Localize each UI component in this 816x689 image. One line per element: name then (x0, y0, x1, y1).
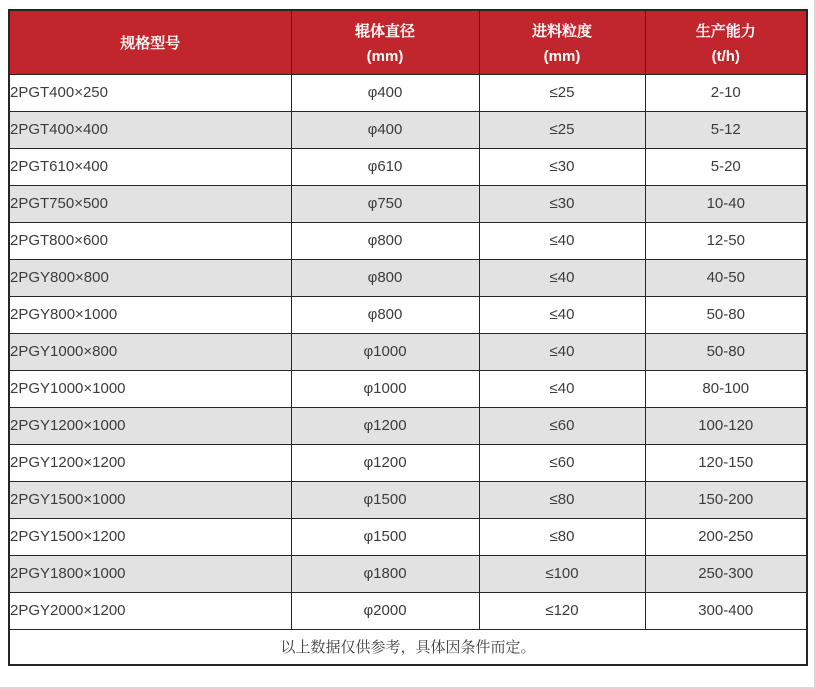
diameter-cell: φ1200 (291, 407, 479, 444)
model-cell: 2PGY2000×1200 (9, 592, 291, 629)
table-header (9, 10, 807, 74)
capacity-cell: 5-20 (645, 148, 807, 185)
capacity-cell: 50-80 (645, 333, 807, 370)
model-cell: 2PGY1000×800 (9, 333, 291, 370)
footer-row (9, 629, 807, 665)
diameter-cell: φ800 (291, 259, 479, 296)
table-row (9, 407, 807, 444)
feed-size-cell: ≤25 (479, 111, 645, 148)
header-feed-size-unit: (mm) (543, 47, 581, 65)
table-row (9, 74, 807, 111)
header-capacity-title: 生产能力 (695, 22, 756, 40)
table-row (9, 481, 807, 518)
feed-size-cell: ≤100 (479, 555, 645, 592)
diameter-cell: φ1500 (291, 518, 479, 555)
diameter-cell: φ2000 (291, 592, 479, 629)
capacity-cell: 10-40 (645, 185, 807, 222)
model-cell: 2PGY1200×1000 (9, 407, 291, 444)
footer-note: 以上数据仅供参考，具体因条件而定。 (9, 629, 807, 665)
model-cell: 2PGY800×800 (9, 259, 291, 296)
table-row (9, 444, 807, 481)
table-row (9, 592, 807, 629)
model-cell: 2PGT610×400 (9, 148, 291, 185)
header-capacity-unit: (t/h) (711, 47, 740, 65)
feed-size-cell: ≤30 (479, 185, 645, 222)
model-cell: 2PGY1000×1000 (9, 370, 291, 407)
feed-size-cell: ≤30 (479, 148, 645, 185)
header-diameter-unit: (mm) (366, 47, 404, 65)
table-footer (9, 629, 807, 665)
capacity-cell: 2-10 (645, 74, 807, 111)
capacity-cell: 80-100 (645, 370, 807, 407)
diameter-cell: φ610 (291, 148, 479, 185)
diameter-cell: φ800 (291, 222, 479, 259)
header-diameter-title: 辊体直径 (354, 22, 415, 40)
diameter-cell: φ1000 (291, 370, 479, 407)
diameter-cell: φ1200 (291, 444, 479, 481)
capacity-cell: 40-50 (645, 259, 807, 296)
feed-size-cell: ≤80 (479, 481, 645, 518)
feed-size-cell: ≤80 (479, 518, 645, 555)
table-row (9, 185, 807, 222)
feed-size-cell: ≤40 (479, 333, 645, 370)
feed-size-cell: ≤25 (479, 74, 645, 111)
feed-size-cell: ≤40 (479, 296, 645, 333)
capacity-cell: 50-80 (645, 296, 807, 333)
model-cell: 2PGT800×600 (9, 222, 291, 259)
feed-size-cell: ≤60 (479, 444, 645, 481)
table-row (9, 111, 807, 148)
capacity-cell: 5-12 (645, 111, 807, 148)
spec-table (8, 9, 808, 666)
table-row (9, 555, 807, 592)
model-cell: 2PGY800×1000 (9, 296, 291, 333)
table-row (9, 333, 807, 370)
capacity-cell: 100-120 (645, 407, 807, 444)
feed-size-cell: ≤40 (479, 370, 645, 407)
diameter-cell: φ1800 (291, 555, 479, 592)
header-diameter (291, 10, 479, 74)
model-cell: 2PGY1200×1200 (9, 444, 291, 481)
table-row (9, 148, 807, 185)
capacity-cell: 12-50 (645, 222, 807, 259)
header-capacity (645, 10, 807, 74)
model-cell: 2PGT400×250 (9, 74, 291, 111)
diameter-cell: φ1000 (291, 333, 479, 370)
capacity-cell: 250-300 (645, 555, 807, 592)
table-row (9, 370, 807, 407)
header-feed-size (479, 10, 645, 74)
model-cell: 2PGY1500×1000 (9, 481, 291, 518)
header-model-title: 规格型号 (120, 34, 181, 52)
diameter-cell: φ400 (291, 74, 479, 111)
model-cell: 2PGT400×400 (9, 111, 291, 148)
header-feed-size-title: 进料粒度 (531, 22, 592, 40)
header-model (9, 10, 291, 74)
diameter-cell: φ800 (291, 296, 479, 333)
feed-size-cell: ≤60 (479, 407, 645, 444)
capacity-cell: 120-150 (645, 444, 807, 481)
table-row (9, 518, 807, 555)
model-cell: 2PGY1800×1000 (9, 555, 291, 592)
model-cell: 2PGT750×500 (9, 185, 291, 222)
capacity-cell: 300-400 (645, 592, 807, 629)
table-row (9, 259, 807, 296)
capacity-cell: 150-200 (645, 481, 807, 518)
diameter-cell: φ1500 (291, 481, 479, 518)
table-row (9, 222, 807, 259)
feed-size-cell: ≤120 (479, 592, 645, 629)
feed-size-cell: ≤40 (479, 259, 645, 296)
header-row (9, 10, 807, 74)
capacity-cell: 200-250 (645, 518, 807, 555)
diameter-cell: φ400 (291, 111, 479, 148)
feed-size-cell: ≤40 (479, 222, 645, 259)
diameter-cell: φ750 (291, 185, 479, 222)
table-row (9, 296, 807, 333)
table-body (9, 74, 807, 629)
model-cell: 2PGY1500×1200 (9, 518, 291, 555)
